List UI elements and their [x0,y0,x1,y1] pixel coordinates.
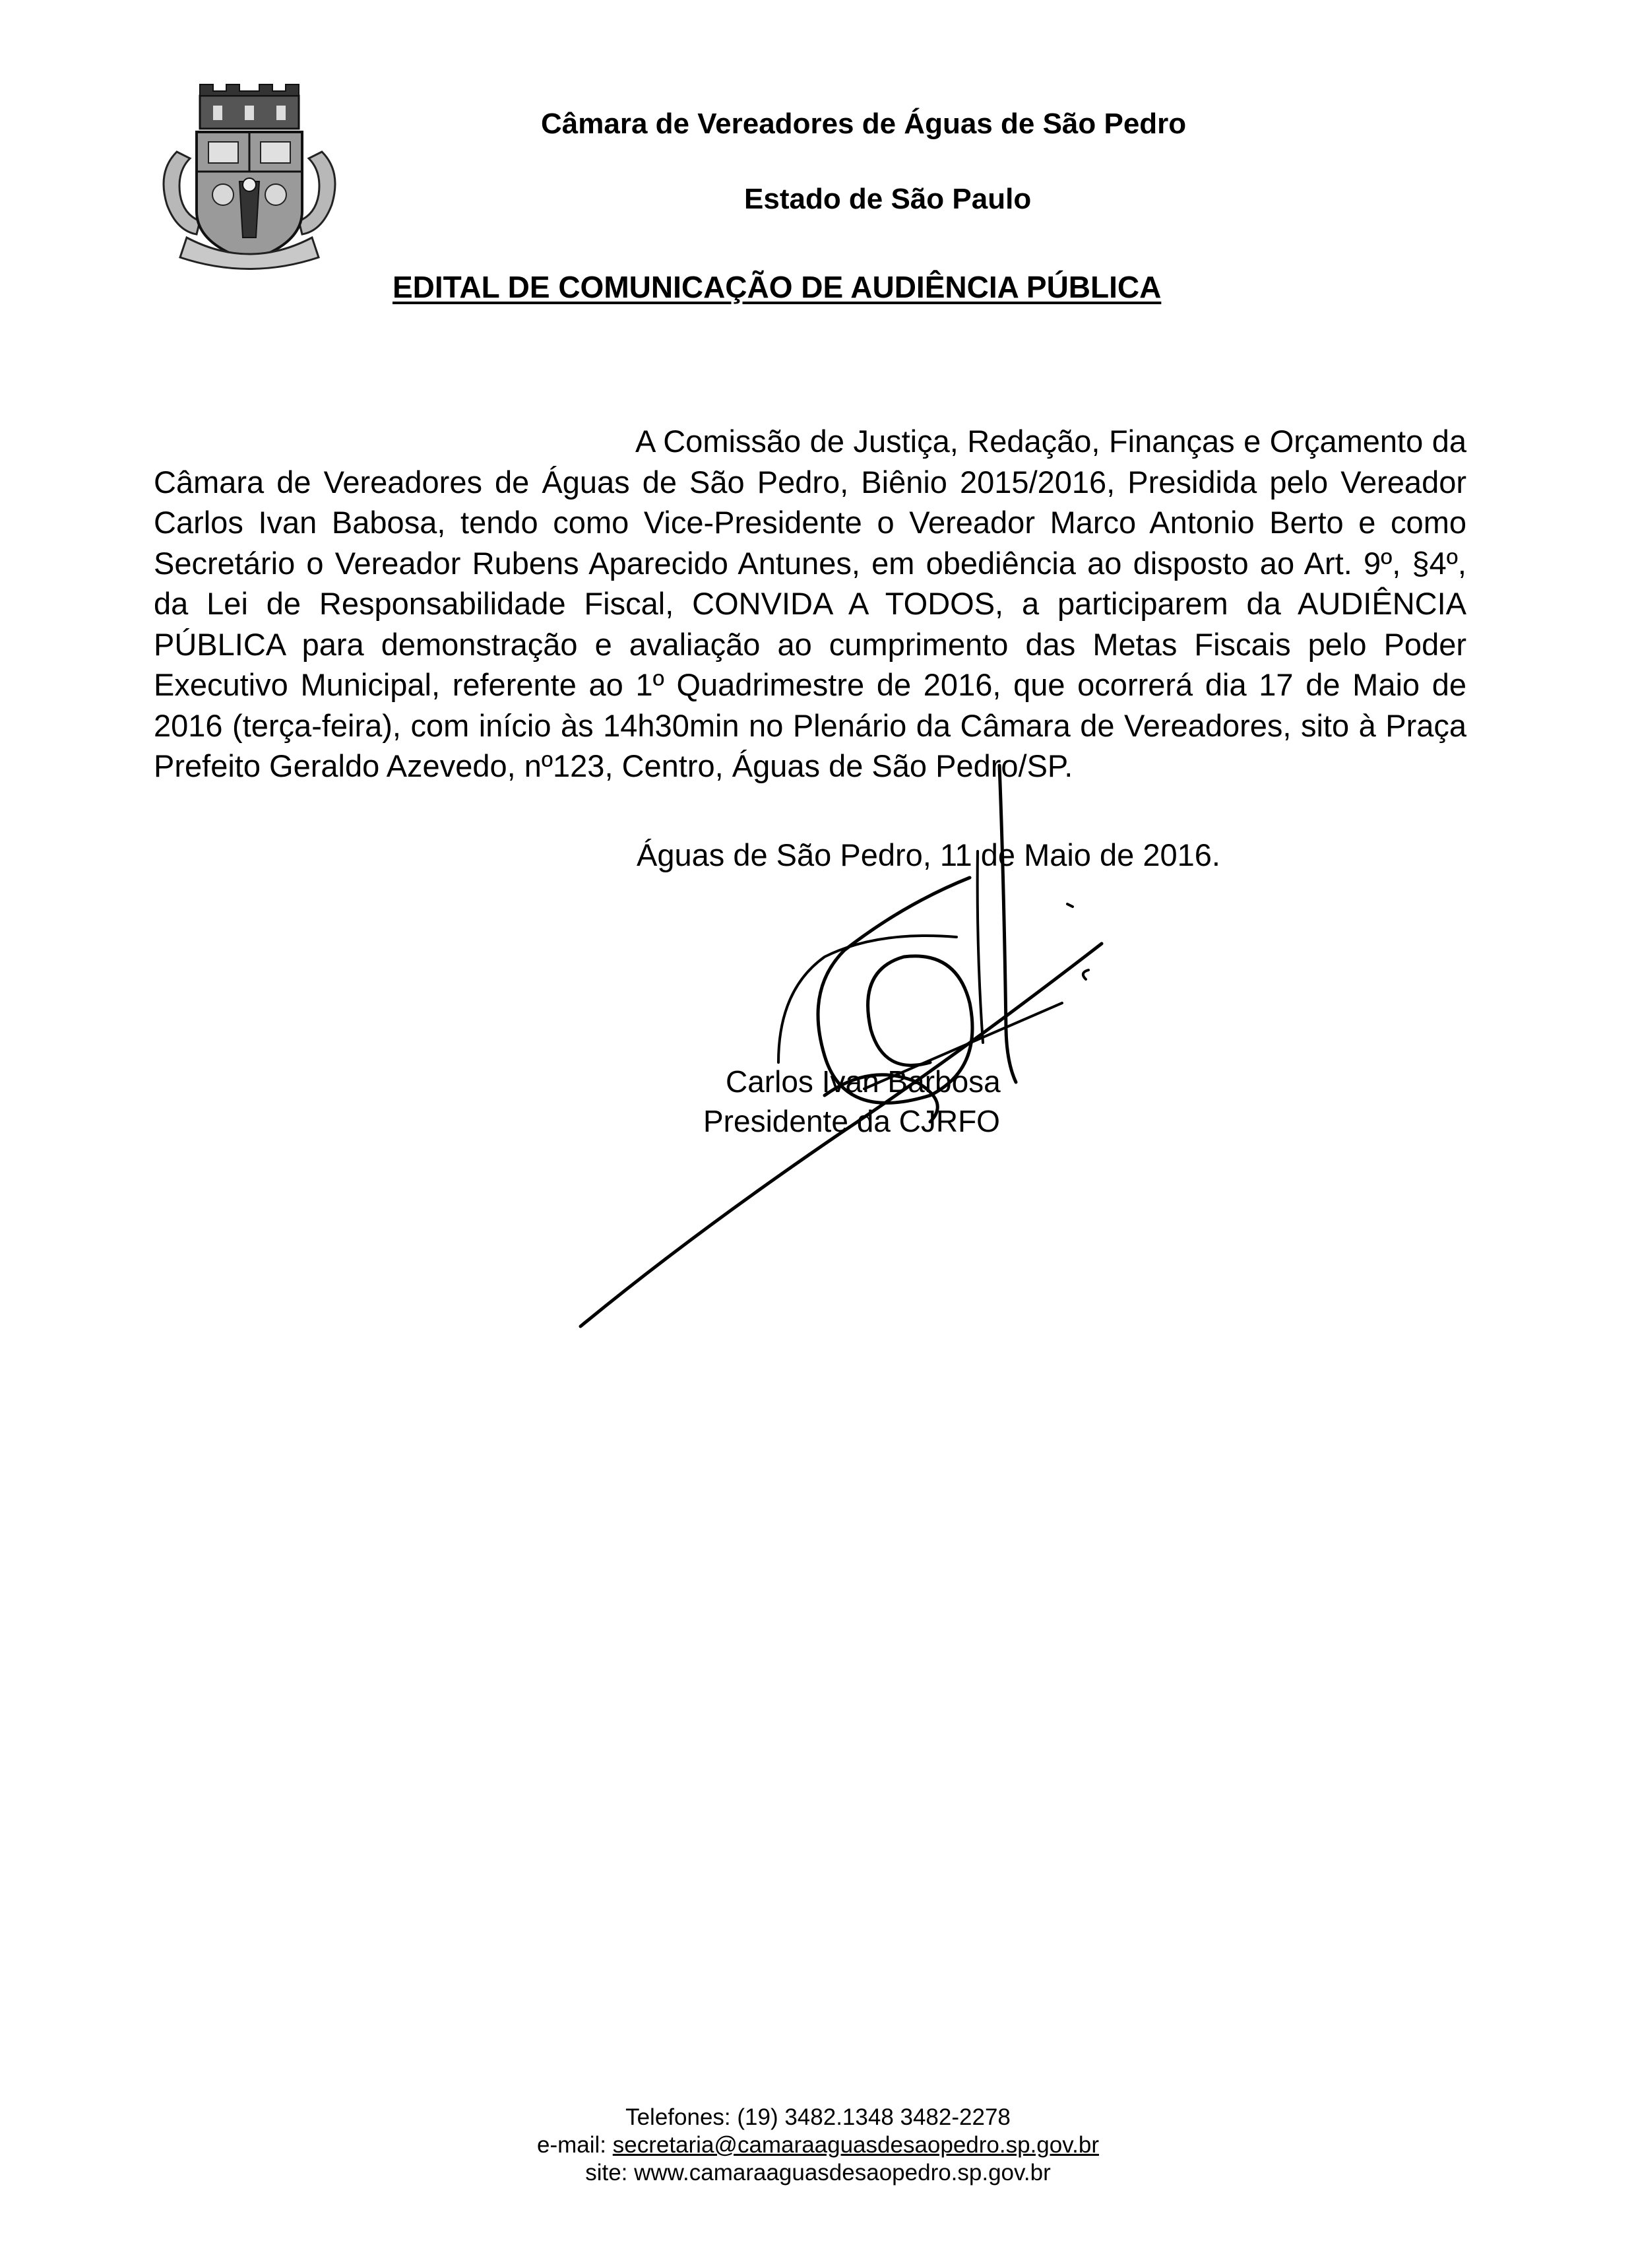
state-name: Estado de São Paulo [744,183,1032,215]
footer-site[interactable]: site: www.camaraaguasdesaopedro.sp.gov.br [585,2160,1051,2186]
organization-name: Câmara de Vereadores de Águas de São Pedro [541,108,1187,140]
signatory-role: Presidente da CJRFO [703,1104,1000,1138]
footer-email-link[interactable]: secretaria@camaraaguasdesaopedro.sp.gov.br [612,2132,1099,2158]
footer-email-label: e-mail: [536,2132,607,2158]
document-title: EDITAL DE COMUNICAÇÃO DE AUDIÊNCIA PÚBLICA [393,270,1162,304]
date-line: Águas de São Pedro, 11 de Maio de 2016. [637,837,1220,872]
footer [0,2104,1636,2187]
coat-of-arms-icon [150,79,348,277]
footer-phones: Telefones: (19) 3482.1348 3482-2278 [625,2104,1011,2130]
signatory-name: Carlos Ivan Barbosa [726,1064,1001,1099]
footer-email-line [0,2131,1636,2159]
body-paragraph: A Comissão de Justiça, Redação, Finanças e Orçamento da Câmara de Vereadores de Águas de São Pedro, Biênio 2015/2016, Presidida pelo Vereador Carlos Ivan Babosa, tendo como Vice-Presidente o Vereador Marco Antonio Berto e como Secretário o Vereador Rubens Aparecido Antunes, em obediência ao disposto ao Art. 9º, §4º, da Lei de Responsabilidade Fiscal, CONVIDA A TODOS, a participarem da AUDIÊNCIA PÚBLICA para demonstração e avaliação ao cumprimento das Metas Fiscais pelo Poder Executivo Municipal, referente ao 1º Quadrimestre de 2016, que ocorrerá dia 17 de Maio de 2016 (terça-feira), com início às 14h30min no Plenário da Câmara de Vereadores, sito à Praça Prefeito Geraldo Azevedo, nº123, Centro, Águas de São Pedro/SP. [154,424,1466,783]
